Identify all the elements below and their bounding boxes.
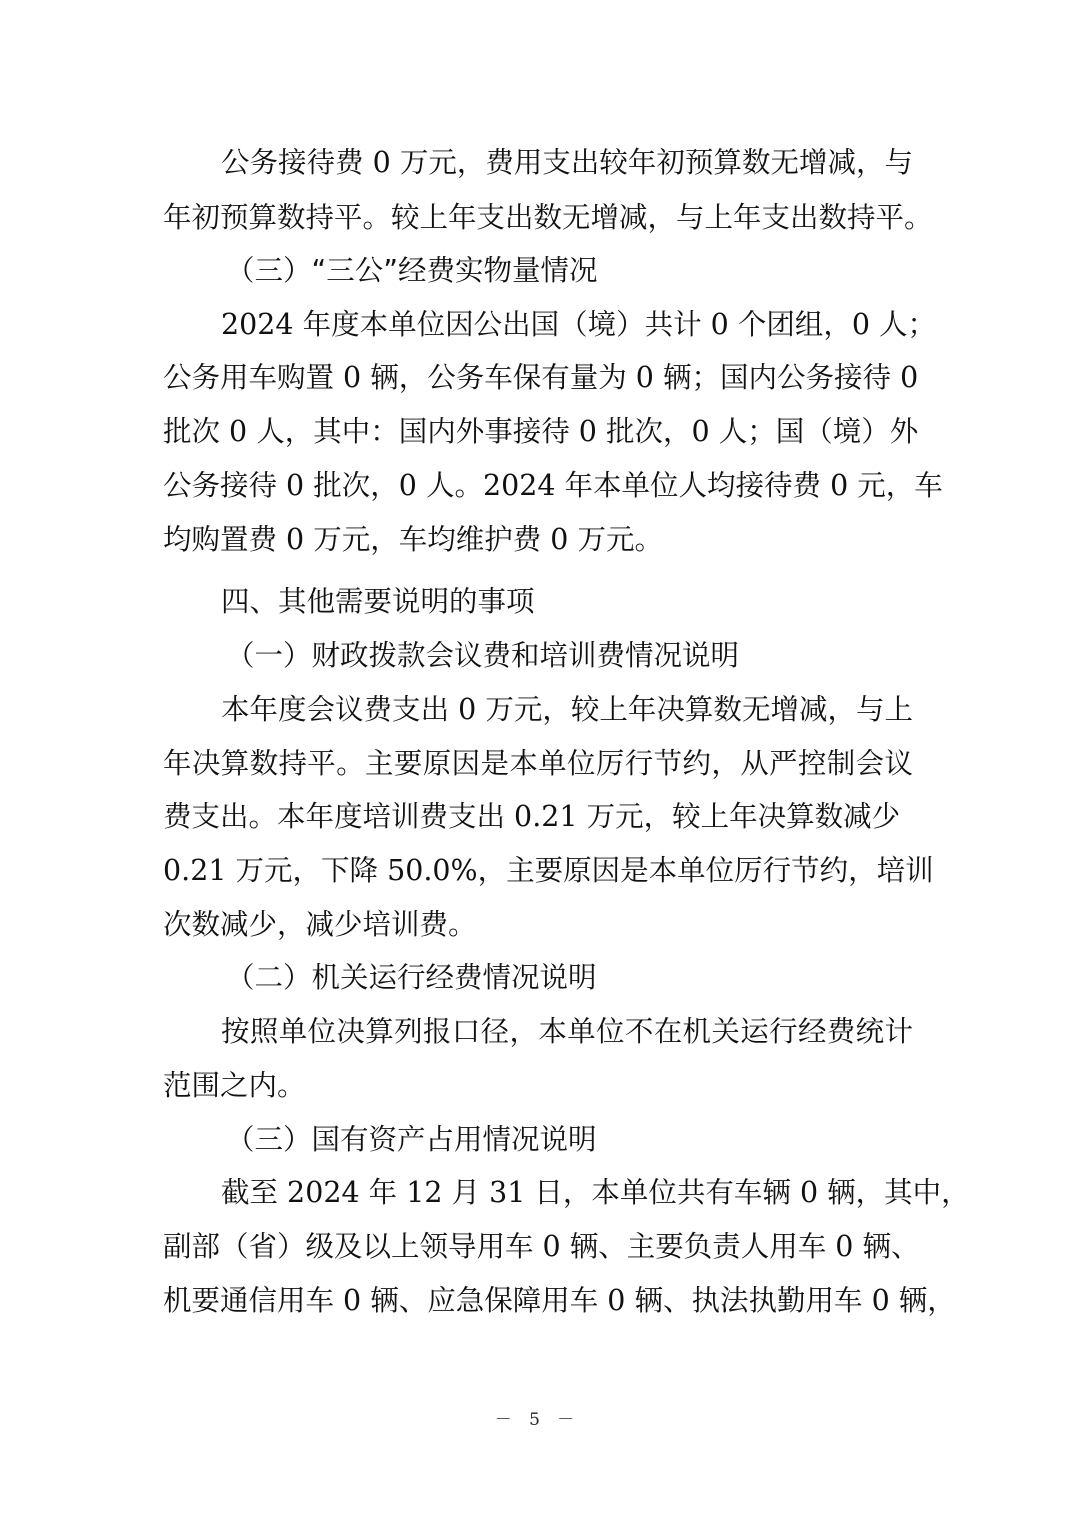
section-heading: （三）国有资产占用情况说明 bbox=[226, 1123, 597, 1156]
paragraph-line: 机要通信用车 0 辆、应急保障用车 0 辆、执法执勤用车 0 辆， bbox=[163, 1284, 956, 1317]
paragraph-line: 按照单位决算列报口径，本单位不在机关运行经费统计 bbox=[221, 1015, 913, 1048]
paragraph-line: 本年度会议费支出 0 万元，较上年决算数无增减，与上 bbox=[221, 693, 913, 726]
paragraph-line: 范围之内。 bbox=[163, 1069, 306, 1102]
paragraph-line: 公务接待 0 批次，0 人。2024 年本单位人均接待费 0 元，车 bbox=[163, 469, 943, 502]
paragraph-line: 批次 0 人，其中：国内外事接待 0 批次，0 人；国（境）外 bbox=[163, 415, 919, 448]
paragraph-line: 副部（省）级及以上领导用车 0 辆、主要负责人用车 0 辆、 bbox=[163, 1230, 920, 1263]
paragraph-line: 公务用车购置 0 辆，公务车保有量为 0 辆；国内公务接待 0 bbox=[163, 361, 919, 394]
paragraph-line: 年决算数持平。主要原因是本单位厉行节约，从严控制会议 bbox=[163, 747, 913, 780]
section-heading: 四、其他需要说明的事项 bbox=[221, 585, 535, 618]
section-heading: （三）“三公”经费实物量情况 bbox=[226, 254, 598, 287]
paragraph-line: 费支出。本年度培训费支出 0.21 万元，较上年决算数减少 bbox=[163, 800, 901, 833]
section-heading: （二）机关运行经费情况说明 bbox=[226, 961, 597, 994]
page-number: － 5 － bbox=[494, 1410, 581, 1430]
paragraph-line: 0.21 万元，下降 50.0%，主要原因是本单位厉行节约，培训 bbox=[163, 854, 934, 887]
paragraph-line: 均购置费 0 万元，车均维护费 0 万元。 bbox=[163, 523, 664, 556]
paragraph-line: 年初预算数持平。较上年支出数无增减，与上年支出数持平。 bbox=[163, 201, 933, 234]
section-heading: （一）财政拨款会议费和培训费情况说明 bbox=[226, 639, 740, 672]
paragraph-line: 2024 年度本单位因公出国（境）共计 0 个团组，0 人； bbox=[221, 308, 937, 341]
paragraph-line: 公务接待费 0 万元，费用支出较年初预算数无增减，与 bbox=[221, 146, 913, 179]
paragraph-line: 截至 2024 年 12 月 31 日，本单位共有车辆 0 辆，其中， bbox=[221, 1176, 970, 1209]
paragraph-line: 次数减少，减少培训费。 bbox=[163, 908, 477, 941]
